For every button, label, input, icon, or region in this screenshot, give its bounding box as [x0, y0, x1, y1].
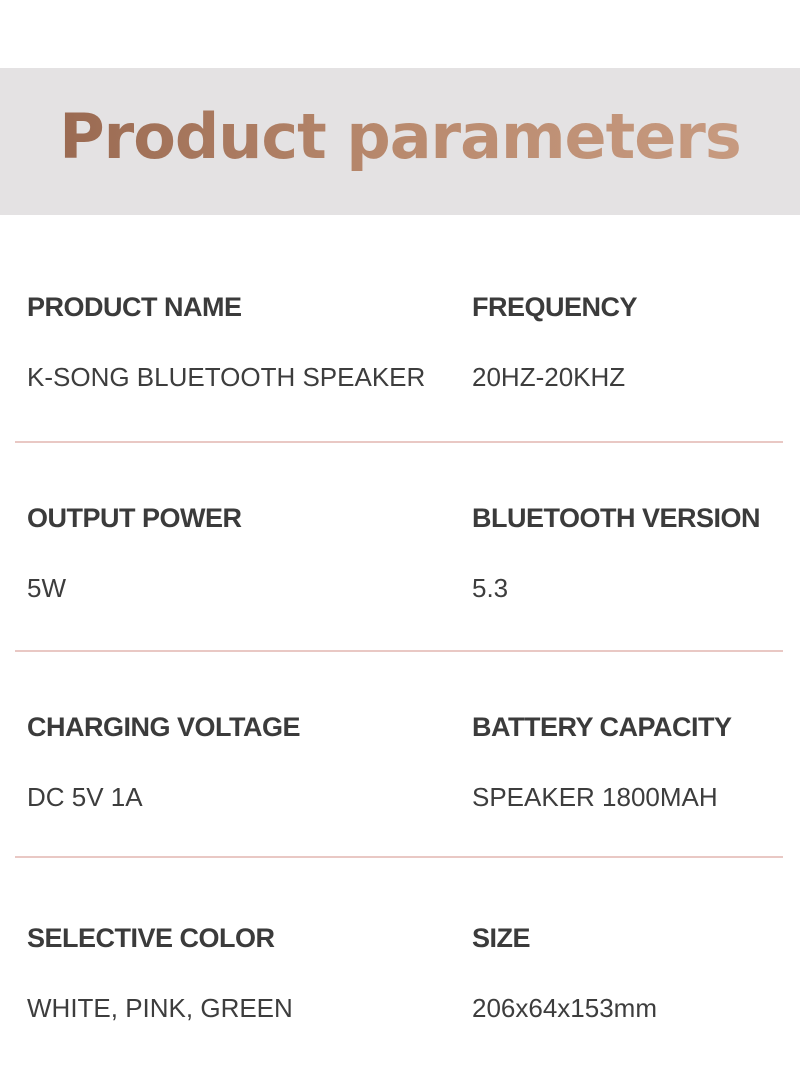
param-label: SELECTIVE COLOR: [27, 923, 275, 953]
param-value: SPEAKER 1800MAH: [472, 782, 718, 812]
divider: [15, 856, 783, 858]
param-value: 5.3: [472, 573, 509, 603]
param-value: K-SONG BLUETOOTH SPEAKER: [27, 362, 426, 392]
param-label: BLUETOOTH VERSION: [472, 503, 761, 533]
divider: [15, 650, 783, 652]
param-label: OUTPUT POWER: [27, 503, 242, 533]
param-label: CHARGING VOLTAGE: [27, 712, 300, 742]
param-label: BATTERY CAPACITY: [472, 712, 732, 742]
param-label: SIZE: [472, 923, 531, 953]
param-value: DC 5V 1A: [27, 782, 143, 812]
param-value: 206x64x153mm: [472, 993, 657, 1023]
param-value: WHITE, PINK, GREEN: [27, 993, 293, 1023]
param-value: 5W: [27, 573, 66, 603]
param-label: PRODUCT NAME: [27, 292, 242, 322]
page-title: Product parameters: [59, 100, 741, 173]
param-value: 20HZ-20KHZ: [472, 362, 626, 392]
title-banner: [0, 68, 800, 215]
divider: [15, 441, 783, 443]
param-label: FREQUENCY: [472, 292, 638, 322]
